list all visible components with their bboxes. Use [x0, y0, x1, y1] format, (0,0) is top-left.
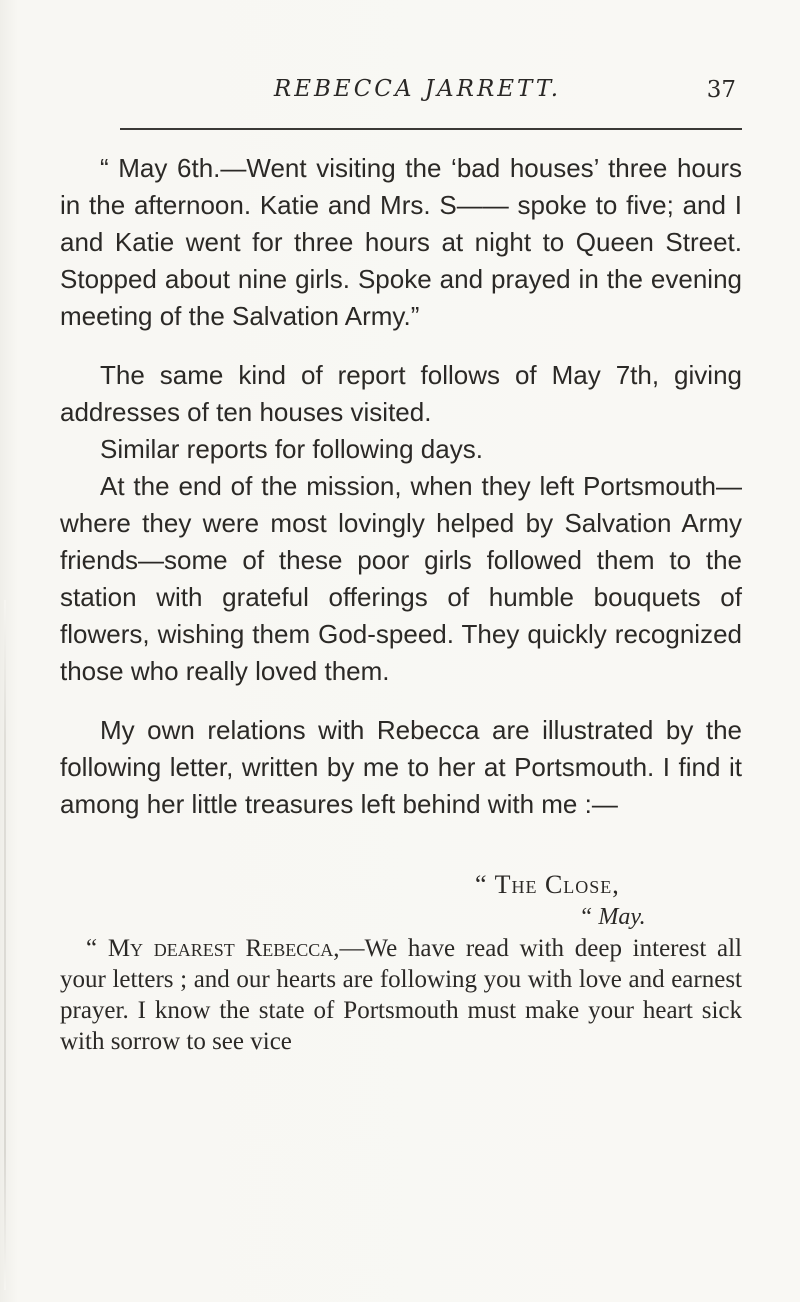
- letter-date: “ May.: [579, 904, 646, 930]
- paragraph-similar-reports: Similar reports for following days.: [100, 434, 483, 464]
- paragraph-relations: My own relations with Rebecca are illustrated by the following letter, written by me to her at Portsmouth. I find it among her little treasures left behind with me :—: [60, 715, 742, 819]
- paragraph-report: The same kind of report follows of May 7th, giving addresses of ten houses visited.: [60, 360, 742, 427]
- page-number: 37: [706, 77, 736, 103]
- page-gutter-shadow: [4, 600, 6, 1290]
- letter: [60, 868, 742, 1057]
- running-head: REBECCA JARRETT.: [273, 76, 562, 102]
- paragraph-mission-end: At the end of the mission, when they left Portsmouth—where they were most lovingly helped by Salvation Army friends—some of these poor girls followed them to the station with grateful offerings of humble bouquets of flowers, wishing them God-speed. They quickly recognized those who really loved them.: [60, 471, 742, 686]
- letter-body: [60, 933, 742, 1057]
- letter-text: —We have read with deep interest all your letters ; and our hearts are following you with love and earnest prayer. I know the state of Portsmouth must make your heart sick with sorrow to see vice: [60, 935, 742, 1055]
- main-text: [60, 150, 742, 823]
- letter-salutation: “ My dearest Rebecca,: [86, 935, 340, 962]
- header-rule: [120, 128, 742, 130]
- paragraph-diary-entry: “ May 6th.—Went visiting the ‘bad houses’ three hours in the afternoon. Katie and Mrs. S—— spoke to five; and I and Katie went for three hours at night to Queen Street. Stopped about nine girls. Spoke and prayed in the evening meeting of the Salvation Army.”: [60, 153, 742, 331]
- page-header: [95, 76, 740, 116]
- letter-address: “ The Close,: [475, 870, 620, 899]
